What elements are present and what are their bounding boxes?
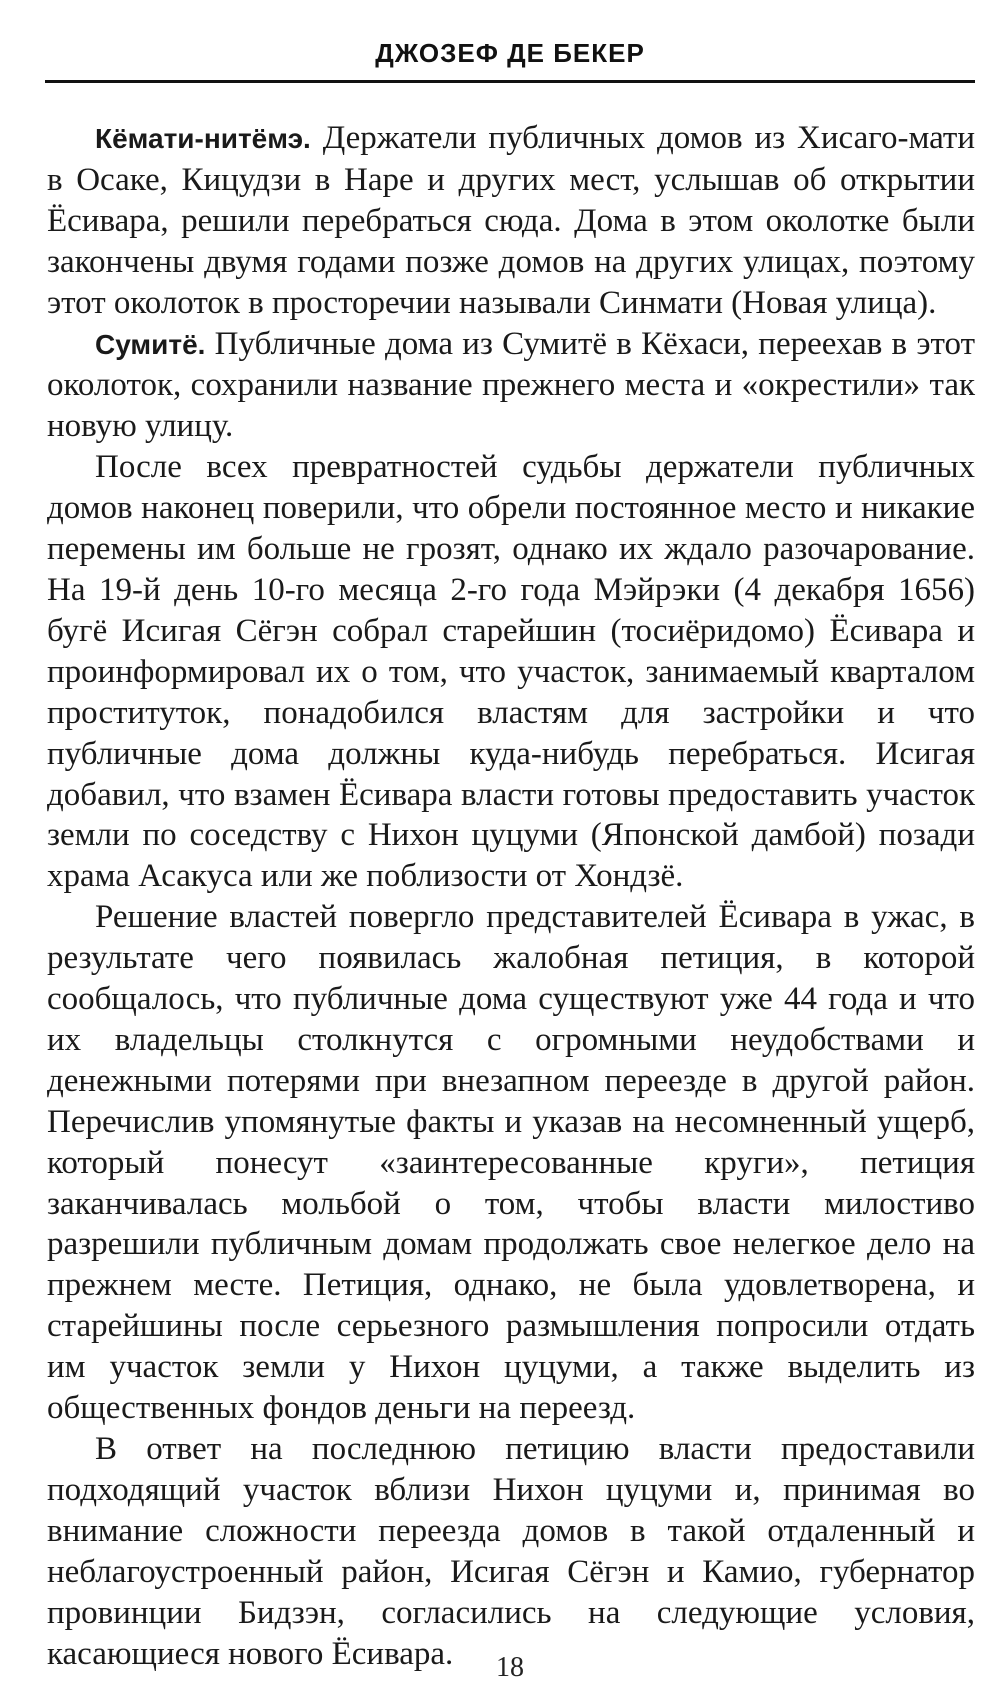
paragraph-relocation-order: [47, 447, 975, 897]
body-text: [47, 118, 975, 1674]
paragraph-text: Публичные дома из Сумитё в Кёхаси, переехав в этот околоток, сохранили название прежнего места и «окрестили» так новую улицу.: [47, 325, 975, 445]
paragraph-text: Решение властей повергло представителей Ёсивара в ужас, в результате чего появилась жалобная петиция, в которой сообщалось, что публичные дома существуют уже 44 года и что их владельцы столкнутся с огромными неудобствами и денежными потерями при внезапном переезде в другой район. Перечислив упомянутые факты и указав на несомненный ущерб, который понесут «заинтересованные круги», петиция заканчивалась мольбой о том, чтобы власти милостиво разрешили публичным домам продолжать свое нелегкое дело на прежнем месте. Петиция, однако, не была удовлетворена, и старейшины после серьезного размышления попросили отдать им участок земли у Нихон цуцуми, а также выделить из общественных фондов деньги на переезд.: [47, 899, 975, 1427]
paragraph-text: Держатели публичных домов из Хисаго-мати в Осаке, Кицудзи в Наре и других мест, услышав об открытии Ёсивара, решили перебраться сюда. Дома в этом околотке были закончены двумя годами позже домов на других улицах, поэтому этот околоток в просторечии называли Синмати (Новая улица).: [47, 120, 975, 321]
paragraph-kemati-nitome: [47, 118, 975, 324]
run-in-heading-sumito: Сумитё.: [95, 328, 206, 360]
paragraph-sumito: [47, 324, 975, 448]
paragraph-text: В ответ на последнюю петицию власти предоставили подходящий участок вблизи Нихон цуцуми и, принимая во внимание сложности переезда домов в такой отдаленный и неблагоустроенный район, Исигая Сёгэн и Камио, губернатор провинции Бидзэн, согласились на следующие условия, касающиеся нового Ёсивара.: [47, 1431, 975, 1672]
run-in-heading-kemati-nitome: Кёмати-нитёмэ.: [95, 123, 311, 154]
paragraph-text: После всех превратностей судьбы держатели публичных домов наконец поверили, что обрели постоянное место и никакие перемены им больше не грозят, однако их ждало разочарование. На 19-й день 10-го месяца 2-го года Мэйрэки (4 декабря 1656) бугё Исигая Сёгэн собрал старейшин (тосиёридомо) Ёсивара и проинформировал их о том, что участок, занимаемый кварталом проституток, понадобился властям для застройки и что публичные дома должны куда-нибудь перебраться. Исигая добавил, что взамен Ёсивара власти готовы предоставить участок земли по соседству с Нихон цуцуми (Японской дамбой) позади храма Асакуса или же поблизости от Хондзё.: [47, 449, 975, 895]
running-head-author: ДЖОЗЕФ ДЕ БЕКЕР: [375, 38, 645, 68]
paragraph-response: [47, 1429, 975, 1674]
paragraph-petition: [47, 897, 975, 1429]
page-number: 18: [496, 1652, 524, 1683]
header-rule: [45, 80, 975, 83]
